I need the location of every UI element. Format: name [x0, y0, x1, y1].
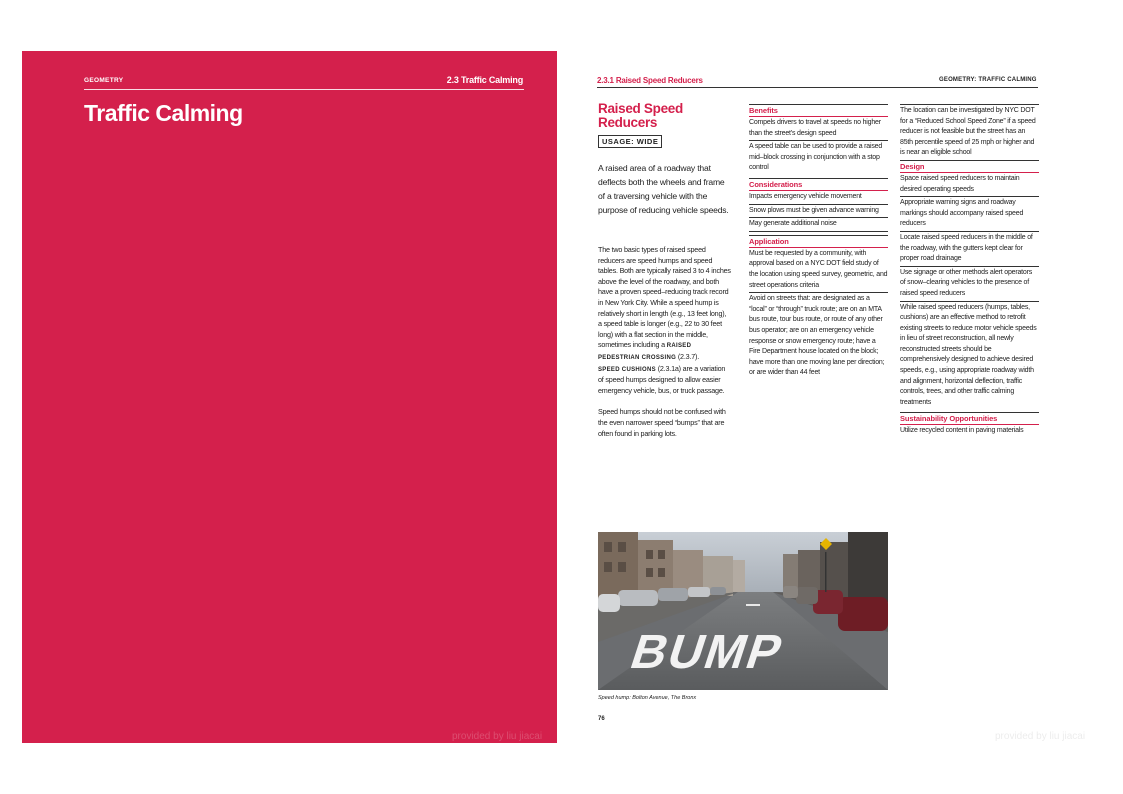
left-header-section: GEOMETRY — [84, 77, 124, 84]
application-item: Must be requested by a community, with approval based on a NYC DOT field study of the location using speed survey, geometric, and street operations criteria — [749, 248, 888, 293]
left-watermark: provided by liu jiacai — [452, 731, 543, 742]
details-column-2 — [749, 104, 888, 383]
chapter-title: Traffic Calming — [84, 100, 243, 126]
considerations-title: Considerations — [749, 178, 888, 191]
sustainability-group — [900, 412, 1039, 438]
section-title-line2: Reducers — [598, 115, 658, 130]
benefits-item: A speed table can be used to provide a raised mid–block crossing in conjunction with a stop control — [749, 143, 883, 172]
design-item: Appropriate warning signs and roadway markings should accompany raised speed reducers — [900, 197, 1039, 232]
body-p1-text-b: (2.3.7). — [676, 351, 700, 361]
sustainability-item: Utilize recycled content in paving materials — [900, 427, 1024, 435]
body-p1-text-a: The two basic types of raised speed reducers are speed humps and speed tables. Both are typically raised 3 to 4 inches above the level of the roadway, and both have a proven speed–reducing track record in New York City. While a speed hump is relatively short in length (e.g., 13 feet long), a speed table is longer (e.g., 22 to 30 feet long) with a flat section in the middle, sometimes including a — [598, 245, 731, 350]
section-title-line1: Raised Speed — [598, 101, 683, 116]
considerations-item: May generate additional noise — [749, 218, 888, 232]
page-number: 76 — [598, 716, 605, 722]
benefits-item: Compels drivers to travel at speeds no higher than the street’s design speed — [749, 117, 888, 141]
right-watermark: provided by liu jiacai — [995, 731, 1086, 742]
right-header-section: 2.3.1 Raised Speed Reducers — [597, 76, 703, 85]
application-title: Application — [749, 235, 888, 248]
sustainability-title: Sustainability Opportunities — [900, 412, 1039, 425]
photo-caption: Speed hump: Bolton Avenue, The Bronx — [598, 695, 697, 701]
usage-badge: USAGE: WIDE — [598, 135, 662, 148]
body-paragraph-1 — [598, 245, 731, 396]
intro-column — [598, 102, 731, 439]
right-header-chapter: GEOMETRY: TRAFFIC CALMING — [939, 77, 1037, 83]
considerations-item: Snow plows must be given advance warning — [749, 205, 888, 219]
design-item: Space raised speed reducers to maintain desired operating speeds — [900, 173, 1039, 197]
bump-road-marking: BUMP — [624, 625, 791, 679]
body-p1-text-c: (2.3.1a) are a variation of speed humps designed to allow easier emergency vehicle, bus, or truck passage. — [598, 363, 726, 395]
design-title: Design — [900, 160, 1039, 173]
speed-hump-photo — [598, 532, 888, 690]
right-header-rule — [597, 87, 1038, 88]
raised-pedestrian-crossing-link[interactable]: RAISED PEDESTRIAN CROSSING — [598, 343, 692, 361]
details-column-3 — [900, 104, 1039, 441]
design-item: Use signage or other methods alert operators of snow–clearing vehicles to the presence of raised speed reducers — [900, 267, 1039, 302]
application-group — [749, 235, 888, 380]
speed-cushions-link[interactable]: SPEED CUSHIONS — [598, 366, 656, 373]
considerations-group — [749, 178, 888, 232]
body-paragraph-2: Speed humps should not be confused with the even narrower speed “bumps” that are often found in parking lots. — [598, 407, 726, 438]
design-group — [900, 160, 1039, 409]
school-speed-zone-note: The location can be investigated by NYC DOT for a “Reduced School Speed Zone” if a speed reducer is not feasible but the street has an 85th percentile speed of 25 mph or higher and is near an eligible school — [900, 104, 1039, 160]
lead-paragraph: A raised area of a roadway that deflects both the wheels and frame of a traversing vehicle with the purpose of reducing vehicle speeds. — [598, 163, 729, 215]
left-page — [22, 51, 557, 743]
left-header-rule — [84, 89, 524, 90]
benefits-group — [749, 104, 888, 175]
design-item: While raised speed reducers (humps, tables, cushions) are an effective method to retrofit existing streets to reduce motor vehicle speeds in lieu of street reconstruction, all newly reconstructed streets should be comprehensively designed to achieve desired speeds, e.g., using appropriate roadway width and alignment, horizontal deflection, traffic controls, trees, and other traffic calming treatments — [900, 303, 1037, 406]
section-title — [598, 102, 731, 130]
considerations-item: Impacts emergency vehicle movement — [749, 191, 888, 205]
benefits-title: Benefits — [749, 104, 888, 117]
left-header-chapter: 2.3 Traffic Calming — [446, 75, 523, 85]
street-scene-illustration — [598, 532, 888, 690]
design-item: Locate raised speed reducers in the middle of the roadway, with the gutters kept clear for proper road drainage — [900, 232, 1039, 267]
application-item: Avoid on streets that: are designated as a “local” or “through” truck route; are on an MTA bus route, tour bus route, or route of any other bus operator; are on an emergency vehicle response or snow emergency route; have a Fire Department house located on the block; have more than one moving lane per direction; or are wider than 44 feet — [749, 295, 885, 377]
